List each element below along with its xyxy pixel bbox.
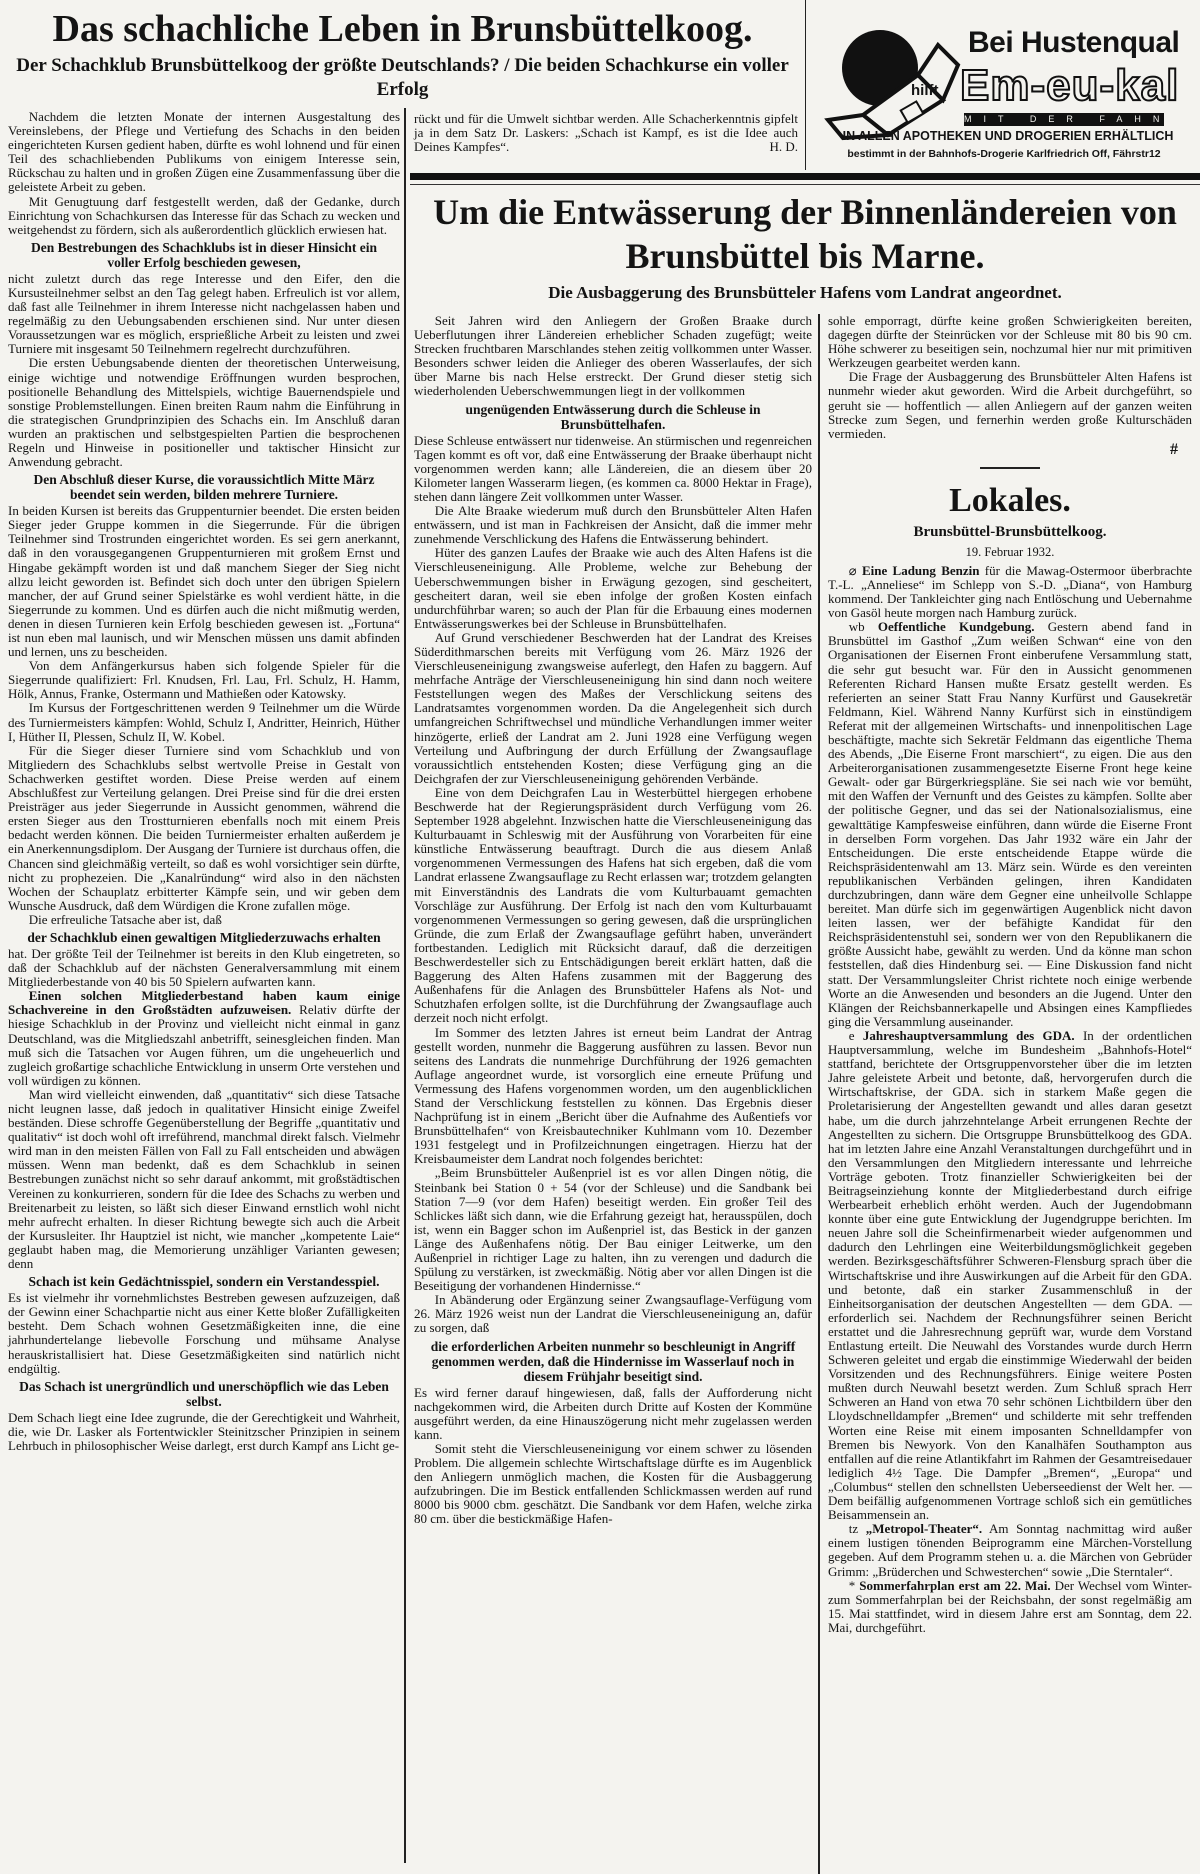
paragraph (414, 631, 812, 786)
paragraph-text: Die erfreuliche Tatsache aber ist, daß (28, 911, 222, 927)
paragraph-text: Das Schach ist unergründlich und unerschöpflich wie das Leben selbst. (19, 1378, 389, 1409)
news-item-heading: Sommerfahrplan erst am 22. Mai. (859, 1577, 1051, 1593)
news-item-heading: „Metropol-Theater“. (865, 1521, 983, 1537)
news-item-heading: Jahreshauptversammlung des GDA. (862, 1027, 1075, 1043)
paragraph (8, 1088, 400, 1271)
paragraph-text: Seit Jahren wird den Anliegern der Großen Braake durch Ueberflutungen ihrer Ländereien erheblicher Schaden zugefügt; weite Strecken fruchtbaren Marschlandes stehen zeitig vollkommen unter Wasser. Besonders schwer leiden die Anlieger des oberen Wasserlaufes, der sich über Marne bis nach Helse erstreckt. Der Grund dieser stetig sich wiederholenden Ueberschwemmungen liegt in der vollkommen (414, 313, 812, 399)
subheading (14, 1379, 394, 1409)
paragraph-text: Im Kursus der Fortgeschrittenen werden 9 Teilnehmer um die Würde des Turniermeisters kämpfen: Wohld, Schulz I, Andritter, Heinrich, Hüther I, Hüther II, Plessen, Schulz II, W. Kobel. (8, 700, 400, 744)
paragraph (8, 195, 400, 237)
paragraph (414, 1293, 812, 1335)
subheading (420, 402, 806, 432)
paragraph (8, 744, 400, 913)
author-signature: H. D. (769, 139, 798, 155)
paragraph-text: Die Alte Braake wiederum muß durch den Brunsbütteler Alten Hafen entwässern, und ist man in Fachkreisen der Ansicht, daß die immer mehr zunehmende Verschlickung des Hafens die Entwässerung behindert. (414, 503, 812, 547)
paragraph-text: Hüter des ganzen Laufes der Braake wie auch des Alten Hafens ist die Vierschleuseneinigung. Alle Probleme, welche zur Behebung der Ueberschwemmungen bisher in Erwägung gezogen, sind gescheitert, gescheitert daran, weil sie eben infolge der großen Kosten einfach undurchführbar waren; so auch der Plan für die Erbauung eines modernen Entwässerungswerkes bei der Schleuse in Brunsbüttelhafen. (414, 545, 812, 631)
ad-tagline: Bei Hustenqual (968, 26, 1180, 59)
subheading (14, 472, 394, 502)
paragraph-text: In beiden Kursen ist bereits das Gruppenturnier beendet. Die ersten beiden Sieger jeder Gruppe kommen in die Siegerrunde. Für die übrigen Teilnehmer sind Trostrunden eingerichtet worden. Es sei gern anerkannt, daß in den vorausgegangenen Gruppenturnieren mit großem Ernst und Hingabe gekämpft worden ist und daß manchem Sieger der Sieg nicht allzu leicht geworden ist. Befindet sich doch unter den übrigen Spielern mancher, der auf Grund seiner Spielstärke es wohl verdient hätte, in die Siegerrunde zu kommen. Und es dürfen auch die nicht mißmutig werden, denen in diesen Turnieren kein Erfolg beschieden gewesen ist. „Fortuna“ ist nun eben mal launisch, und wir Menschen müssen uns damit abfinden und lernen, uns zu bescheiden. (8, 503, 400, 660)
news-item-tag: ⌀ (848, 562, 862, 578)
paragraph-text: hat. Der größte Teil der Teilnehmer ist bereits in den Klub eingetreten, so daß der Schachklub auf der nächsten Generalversammlung mit einem Mitgliederbestande von 40 bis 50 Spielern aufwarten kann. (8, 945, 400, 990)
paragraph (828, 370, 1192, 440)
subheading (14, 1274, 394, 1289)
paragraph (8, 947, 400, 989)
lokales-subtitle: Brunsbüttel-Brunsbüttelkoog. (913, 523, 1107, 540)
lokales-items (828, 564, 1192, 1635)
subheading (14, 240, 394, 270)
paragraph-text: Von dem Anfängerkursus haben sich folgende Spieler für die Siegerrunde qualifiziert: Frl. Knudsen, Frl. Lau, Frl. Schulz, H. Hamm, Hölk, Annus, Franke, Ostermann und Mathießen oder Katowsky. (8, 658, 400, 702)
paragraph-text: Den Bestrebungen des Schachklubs ist in dieser Hinsicht ein voller Erfolg beschieden gewesen, (30, 239, 378, 270)
paragraph-text: Dem Schach liegt eine Idee zugrunde, die der Gerechtigkeit und Wahrheit, die, wie Dr. Lasker als Fortentwickler Steinitzscher Prinzipien in seinem Lehrbuch in philosophischer Weise darlegt, erst durch Kampf ans Licht ge- (8, 1409, 400, 1453)
paragraph-text: Für die Sieger dieser Turniere sind vom Schachklub und von Mitgliedern des Schachklubs selbst wertvolle Preise in Gestalt von Schachwerken gestiftet worden. Diese Preise werden auf einem Abschlußfest zur Verteilung gelangen. Drei Preise sind für die drei ersten Preisträger aus jeder Siegerrunde in Aussicht genommen, während die ersten Sieger aus den Trostturnieren ebenfalls noch mit einem Preis bedacht werden können. Die beiden Turniermeister erhalten außerdem je ein Anerkennungsdiplom. Der Ausgang der Turniere ist durchaus offen, die Chancen sind gleichmäßig verteilt, so daß es wohl vorsichtiger sein dürfte, nicht zu prophezeien. Die „Kanalründung“ wird also in den nächsten Wochen der Schauplatz erbitterter Kämpfe sein, und wir geben dem Wunsche Ausdruck, daß dem Würdigen die Krone zufallen möge. (8, 742, 400, 913)
news-item-tag: wb (848, 619, 878, 635)
paragraph (8, 1411, 400, 1453)
paragraph (8, 110, 400, 195)
drainage-article-body (410, 314, 818, 1527)
drainage-article-subheadline: Die Ausbaggerung des Brunsbütteler Hafens vom Landrat angeordnet. (548, 283, 1062, 302)
paragraph (414, 1026, 812, 1167)
lokales-title: Lokales. (949, 481, 1071, 519)
paragraph (8, 1291, 400, 1376)
paragraph-text: Man wird vielleicht einwenden, daß „quantitativ“ sich diese Tatsache nicht leugnen lasse, daß jedoch in qualitativer Hinsicht einige Zweifel beständen. Diese schroffe Gegenüberstellung der Begriffe „quantitativ und qualitativ“ ist doch wohl oft irreführend, manchmal direkt falsch. Vielmehr wird man in den meisten Fällen von Fall zu Fall entscheiden und abwägen müssen. Wenn man bedenkt, daß es dem Schachklub in seinen Bestrebungen zunächst nicht so sehr darauf ankommt, mit großstädtischen Vereinen zu konkurrieren, sondern für die Idee des Schachs zu werben und Breitenarbeit zu leisten, so läßt sich dieser Einwand ernstlich wohl nicht mehr aufrecht erhalten. In dieser Richtung bewegte sich auch die Arbeit der Kursusleiter. Ihr Hauptziel ist nicht, wie mancher „kompetente Laie“ geglaubt haben mag, die Memorierung unzähliger Varianten gewesen; denn (8, 1086, 400, 1272)
paragraph-text: Nachdem die letzten Monate der internen Ausgestaltung des Vereinslebens, der Pflege und Vertiefung des Schachs in den beiden eingerichteten Kursen gedient haben, dürfte es wohl lohnend und für einen Teil des schachliebenden Publikums von einigem Interesse sein, Rückschau zu halten und in großen Zügen eine Zusammenfassung über die geleistete Arbeit zu geben. (8, 109, 400, 195)
paragraph-text: die erforderlichen Arbeiten nunmehr so beschleunigt in Angriff genommen werden, daß die Hindernisse im Wasserlauf noch in diesem Frühjahr beseitigt sind. (430, 1338, 796, 1384)
paragraph (414, 434, 812, 504)
paragraph (414, 1386, 812, 1442)
news-item-text: Am Sonntag nachmittag wird außer einem lustigen tönenden Beiprogramm eine Märchen-Vorstellung gegeben. Auf dem Programm stehen u. a. die Märchen von Gebrüder Grimm: „Brüderchen und Schwesterchen“ sowie „Die Sterntaler“. (828, 1521, 1192, 1579)
news-item-heading: Eine Ladung Benzin (861, 562, 980, 578)
column-divider (404, 108, 406, 1863)
chess-article-body (8, 110, 400, 1453)
paragraph-text: „Beim Brunsbütteler Außenpriel ist es vor allen Dingen nötig, die Steinbank bei Station 0 + 54 (vor der Schleuse) und die Sandbank bei Station 7—9 (vor dem Hafen) beseitigt werden. Ein großer Teil des Schlickes läßt sich dann, wie die Erfahrung gezeigt hat, herausspülen, doch ist, wenn ein Bagger schon im Außenpriel ist, das Bestick in der ganzen Länge des Außenhafens nötig. Der Bau einiger Leitwerke, um den Außenpriel in richtiger Lage zu halten, ihn zu verengen und dadurch die Spülung zu verstärken, ist zweckmäßig. Nötig aber vor allen Dingen ist die Beseitigung der vorhandenen Hindernisse.“ (414, 1165, 812, 1294)
paragraph-text: sohle emporragt, dürfte keine großen Schwierigkeiten bereiten, dagegen dürfte der Steinrücken vor der Schleuse mit 80 bis 90 cm. Höhe schwerer zu beseitigen sein, nochzumal hier nur mit primitiven Werkzeugen gearbeitet werden kann. (828, 313, 1192, 371)
column-divider (805, 0, 806, 170)
emeukal-advertisement (808, 0, 1200, 165)
paragraph-text: Diese Schleuse entwässert nur tidenweise. An stürmischen und regenreichen Tagen kommt es oft vor, daß eine Entwässerung der Braake überhaupt nicht vorgenommen werden kann; alle Ländereien, die an diesem über 20 Kilometer langen Wasserarm liegen, (es kommen ca. 8000 Hektar in Frage), stehen dann längere Zeit vollkommen unter Wasser. (414, 432, 812, 504)
news-item-text: Der Wechsel vom Winter- zum Sommerfahrplan bei der Reichsbahn, der sonst regelmäßig am 15. Mai stattfindet, wird in diesem Jahre erst am Sonntag, dem 22. Mai, durchgeführt. (828, 1577, 1193, 1635)
paragraph-text: ungenügenden Entwässerung durch die Schleuse in Brunsbüttelhafen. (465, 401, 761, 432)
paragraph-text: Schach ist kein Gedächtnisspiel, sondern ein Verstandesspiel. (28, 1274, 380, 1290)
paragraph-text: Die Frage der Ausbaggerung des Brunsbütteler Alten Hafens ist nunmehr wieder akut geworden. Wird die Arbeit durchgeführt, so geruht sie — hoffentlich — allen Anliegern auf der ganzen weiten Strecke zum Segen, und fernerhin werden große Kulturschäden vermieden. (828, 369, 1192, 441)
local-news-item (828, 1522, 1192, 1578)
local-news-item (828, 620, 1192, 1029)
chess-article-subheadline: Der Schachklub Brunsbüttelkoog der größte Deutschlands? / Die beiden Schachkurse ein voller Erfolg (16, 55, 789, 100)
paragraph (8, 356, 400, 469)
news-item-tag: tz (848, 1521, 866, 1537)
local-news-item (828, 564, 1192, 620)
chess-article-continuation (414, 112, 798, 154)
drainage-article-headline: Um die Entwässerung der Binnenländereien von Brunsbüttel bis Marne. (433, 192, 1177, 276)
lokales-date: 19. Februar 1932. (965, 544, 1055, 559)
paragraph (414, 314, 812, 399)
section-rule (410, 173, 1200, 180)
drainage-section (410, 190, 1200, 1874)
ad-availability: IN ALLEN APOTHEKEN UND DROGERIEN ERHÄLTLICH (842, 129, 1174, 143)
paragraph-text: In Abänderung oder Ergänzung seiner Zwangsauflage-Verfügung vom 26. März 1926 weist nun der Landrat die Vierschleuseneinigung an, dafür zu sorgen, daß (414, 1292, 812, 1336)
paragraph-text: Auf Grund verschiedener Beschwerden hat der Landrat des Kreises Süderdithmarschen bereits mit Verfügung vom 26. März 1926 der Vierschleuseneinigung zwangsweise auferlegt, den Hafen zu baggern. Auf mehrfache Anträge der Vierschleuseneinigung hin sind dann noch weitere Feststellungen wegen des Maßes der Verschlickung seitens des Landratsamtes vorgenommen worden. Da die Angelegenheit sich durch umfangreichen Schriftwechsel und mündliche Verhandlungen immer weiter hinzögerte, erließ der Landrat am 2. Juni 1928 eine Verfügung wegen Verteilung und Aufbringung der durch Erfüllung der Zwangsauflage voraussichtlich entstehenden Kosten; diese Verfügung ging an die Deichgrafen der zur Vierschleuseneinigung gehörenden Verbände. (414, 629, 812, 786)
subheading (14, 930, 394, 945)
paragraph-text: Es wird ferner darauf hingewiesen, daß, falls der Aufforderung nicht nachgekommen wird, die Arbeiten durch Dritte auf Kosten der Kommüne ausgeführt werden, da eine Hinauszögerung nicht mehr zugelassen werden kann. (414, 1384, 812, 1442)
section-rule (410, 184, 1200, 185)
news-item-heading: Oeffentliche Kundgebung. (877, 619, 1035, 635)
paragraph (828, 314, 1192, 370)
paragraph (8, 272, 400, 357)
ad-banner: MIT DER FAHNE (964, 114, 1190, 124)
ad-hilft: hilft (911, 82, 939, 99)
ad-brand-logo: Em-eu-kal (960, 61, 1180, 110)
right-column (818, 314, 1192, 1874)
paragraph-text: Mit Genugtuung darf festgestellt werden, daß der Gedanke, durch Einrichtung von Schachkursen das Interesse für das Schach zu wecken und weitgehendst zu fördern, sich als außerordentlich glücklich erwiesen hat. (8, 193, 400, 237)
chess-article-headline: Das schachliche Leben in Brunsbüttelkoog. (52, 8, 753, 50)
drainage-article-continuation (828, 314, 1192, 441)
paragraph (8, 659, 400, 701)
continuation-text: rückt und für die Umwelt sichtbar werden. Alle Schacherkenntnis gipfelt ja in dem Satz Dr. Laskers: „Schach ist Kampf, es ist die Idee auch Deines Kampfes“. (414, 111, 798, 155)
paragraph (8, 913, 400, 927)
paragraph-text: nicht zuletzt durch das rege Interesse und den Eifer, den die Kursusteilnehmer selbst an den Tag gelegt haben. Erfreulich ist vor allem, daß fast alle Teilnehmer in ihrem Interesse nicht nachgelassen haben und regelmäßig zu den Uebungsabenden erschienen sind. Nur unter diesen Voraussetzungen war es möglich, ersprießliche Arbeit zu leisten und zwei Turniere mit insgesamt 50 Teilnehmern regelrecht durchzuführen. (8, 270, 400, 357)
local-news-item (828, 1029, 1192, 1522)
news-item-text: Gestern abend fand in Brunsbüttel im Gasthof „Zum weißen Schwan“ eine von den Organisationen der Eisernen Front einberufene Versammlung statt, die sehr gut besucht war. Für den in Aussicht genommenen Referenten Richard Hansen mußte Ersatz gestellt werden. Es referierten an seiner Statt Frau Nanny Kurfürst und Gausekretär Feldmann, Kiel. Während Nanny Kurfürst sich in einstündigem Referat mit der allgemeinen Wirtschafts- und innenpolitischen Lage beschäftigte, machte sich Sekretär Feldmann das eigentliche Thema des Abends, „Die Eiserne Front marschiert“, zu eigen. Die aus den Arbeiterorganisationen zusammengesetzte Eiserne Front hege keine Gewalt- oder gar Bürgerkriegspläne. Sie sei nach wie vor bemüht, mit den Waffen der Vernunft und des Geistes zu kämpfen. Sollte aber der politische Gegner, und das sei der Nationalsozialismus, eine gewalttätige Kampfesweise einführen, dann würde die Eiserne Front in derselben Form vorgehen. Das Jahr 1932 wäre ein Jahr der Entscheidungen. Die erste entscheidende Etappe würde die Reichspräsidentenwahl am 13. März sein. Würde es den vereinten republikanischen Verbänden gelingen, ihren Kandidaten durchzubringen, dann wäre dem Gegner eine unheilvolle Schlappe bereitet. Man dürfe sich im gegenwärtigen Augenblick nicht davon leiten lassen, wer der befähigte Kandidat für den Reichspräsidentenstuhl sei, sondern wer von den Republikanern die größte Aussicht habe, gewählt zu werden. Und da könne man schon feststellen, daß dies Hindenburg sei. — Eine Diskussion fand nicht statt. Der Versammlungsleiter Christ richtete noch einige werbende Worte an die Anwesenden und besonders an die Jugend. Unter den Klängen der Reichsbannerkapelle und Absingen eines Kampfliedes ging die Versammlung auseinander. (828, 619, 1193, 1029)
paragraph-text: Es ist vielmehr ihr vornehmlichstes Bestreben gewesen aufzuzeigen, daß der Gewinn einer Schachpartie nicht aus einer Kette bloßer Zufälligkeiten besteht. Dem Schach wohnen Gesetzmäßigkeiten inne, die eine jahrhundertelange liebevolle Forschung und mühsame Analyse herauskristallisiert hat. Diese Gesetzmäßigkeiten sind natürlich nicht endgültig. (8, 1290, 400, 1376)
separator-rule (980, 467, 1040, 469)
paragraph (414, 504, 812, 546)
paragraph-text: Im Sommer des letzten Jahres ist erneut beim Landrat der Antrag gestellt worden, nunmehr die Baggerung ausführen zu lassen. Bevor nun seitens des Landrats die nunmehrige Durchführung der 1926 gemachten Auflage angeordnet wurde, ist vorsorglich eine erneute Prüfung und Vermessung des Hafens vorgenommen worden, um den augenblicklichen Stand der Verschlickung feststellen zu können. Das Ergebnis dieser Nachprüfung ist in einem „Bericht über die Aufnahme des Außentiefs vor Brunsbüttelhafen“ von Kreisbautechniker Kuhlmann vom 10. Dezember 1931 festgelegt und in Profilzeichnungen eingetragen. Hierzu hat der Kreisbaumeister dem Landrat noch folgendes berichtet: (414, 1024, 812, 1167)
news-item-text: In der ordentlichen Hauptversammlung, welche im Bundesheim „Bahnhofs-Hotel“ stattfand, berichtete der Ortsgruppenvorsteher über die im letzten Jahre geleistete Arbeit und betonte, daß, hervorgerufen durch die Wirtschaftskrise, der GDA. sich in starkem Maße gegen die Proletarisierung der Angestellten gewandt und alles daran gesetzt habe, um die durch jahrzehntelange Arbeit errungenen Rechte der Angestellten zu sichern. Die Ortsgruppe Brunsbüttelkoog des GDA. hat im letzten Jahre eine Anzahl Veranstaltungen durchgeführt und in den Versammlungen den Mitgliedern interessante und lehrreiche Vorträge geboten. Trotz finanzieller Schwierigkeiten bei der Beitragseinziehung konnte der Mitgliederbestand durch eifrige Werbearbeit erheblich erhöht werden. Auch der Jugendobmann konnte über eine gute Entwicklung der Jugendgruppe berichten. Im neuen Jahre soll die Scheinfirmenarbeit wieder aufgenommen und dadurch den Lehrlingen eine Weiterbildungsmöglichkeit gegeben werden. Bezirksgeschäftsführer Schweren-Flensburg sprach über die Wirtschaftskrise und ihre Auswirkungen auf die Arbeit für den GDA. und betonte, daß ein starker Zusammenschluß in der Einheitsorganisation der deutschen Angestellten — dem GDA. — erforderlich sei. Nachdem der Rechnungsführer seinen Bericht erstattet und die Jahresrechnung geprüft war, wurde dem Vorstand Entlastung erteilt. Die Neuwahl des Vorstandes wurde durch Herrn Schweren geleitet und ergab die einstimmige Wiederwahl der beiden Vorsitzenden und des Rechnungsführers. Einige weitere Posten mußten durch Neuwahl besetzt werden. Zum Schluß sprach Herr Schweren an Hand von etwa 70 sehr schönen Lichtbildern über den Lloydschnelldampfer „Bremen“ und schilderte mit sehr treffenden Worten eine Reise mit einem imposanten Schnelldampfer von Bremen bis Newyork. Von den Kanalhäfen Southampton aus entfallen auf die reine Atlantikfahrt im Rahmen der Gesamtreisedauer lediglich 4½ Tage. Die Dampfer „Bremen“, „Europa“ und „Columbus“ stellen den schnellsten Ueberseedienst der Welt her. — Dem beifällig aufgenommenen Vortrage schloß sich ein gemütliches Beisammensein an. (828, 1027, 1192, 1523)
subheading (420, 1339, 806, 1384)
paragraph (8, 989, 400, 1088)
paragraph-text: Somit steht die Vierschleuseneinigung vor einem schwer zu lösenden Problem. Die allgemein schlechte Wirtschaftslage dürfte es im Augenblick den Anliegern unmöglich machen, die Kosten für die Ausbaggerung aufzubringen. Die im Bestick entfallenden Schlickmassen werden auf rund 8000 bis 9000 cbm. geschätzt. Die Sandbank vor dem Hafen, welche zirka 80 cm. über die bestickmäßige Hafen- (414, 1440, 812, 1527)
paragraph-lead: Einen solchen Mitgliederbestand haben kaum einige Schachvereine in den Großstädten aufzuweisen. (8, 988, 400, 1018)
paragraph-text: der Schachklub einen gewaltigen Mitgliederzuwachs erhalten (27, 929, 381, 945)
paragraph (8, 504, 400, 659)
paragraph (414, 786, 812, 1026)
paragraph-text: Eine von dem Deichgrafen Lau in Westerbüttel hiergegen erhobene Beschwerde hat der Regierungspräsident durch Verfügung vom 26. September 1928 abgelehnt. Inzwischen hatte die Vierschleuseneinigung das Kulturbauamt in Schleswig mit der Ausführung von Vorarbeiten für eine künstliche Entwässerung beauftragt. Durch die aus diesem Anlaß vorgenommenen Vermessungen des Hafens hat sich ergeben, daß die vom Landrat erlassene Zwangsauflage zu Recht erlassen war; trotzdem gelangten mit Einverständnis des Landrats die vom Kulturbauamt gemachten Vorschläge zur Ausführung. Der Erfolg ist nach den vom Kulturbauamt vorgenommenen Vermessungen so gering gewesen, daß die ursprünglichen Gründe, die zum Erlaß der Zwangsauflage geführt haben, unverändert fortbestanden. Lediglich mit Rücksicht darauf, daß die derzeitigen Beschwerdesteller sich zu Entschädigungen bereit erklärt hatten, daß die Baggerung des Alten Hafens zusammen mit der Baggerung des Außenhafens für die Anlagen des Brunsbütteler Hafens als Not- und Schutzhafen erfolgen sollte, ist die Durchführung der Zwangsauflage auch derzeit noch nicht erfolgt. (414, 784, 812, 1026)
local-news-item (828, 1579, 1192, 1635)
paragraph-text: Die ersten Uebungsabende dienten der theoretischen Unterweisung, einige wichtige und notwendige Eröffnungen wurden besprochen, positionelle Behandlung des Mittelspiels, wichtige Bauernendspiele und sonstige Problemstellungen. Einen breiten Raum nahm die Einführung in die strategischen Grundprinzipien des Schachs ein. Im Anschluß daran wurden an praktischen und selbstgespielten Partien die besprochenen Regeln und Hinweise in positioneller und taktischer Hinsicht zur Anwendung gebracht. (8, 355, 400, 470)
paragraph-text: Den Abschluß dieser Kurse, die voraussichtlich Mitte März beendet sein werden, bilden mehrere Turniere. (33, 472, 375, 503)
paragraph (8, 701, 400, 743)
paragraph (414, 546, 812, 631)
paragraph-text: Relativ dürfte der hiesige Schachklub in der Provinz und vielleicht nicht einmal in ganz Deutschland, was die Mitgliedszahl anbetrifft, seinesgleichen finden. Man muß sich die Tatsachen vor Augen führen, um die ungeheuerlich und zugleich großartige schachliche Entwicklung in unserm Orte verstehen und voll würdigen zu können. (8, 1002, 401, 1088)
ad-shop-address: bestimmt in der Bahnhofs-Drogerie Karlfriedrich Off, Fährstr12 (847, 148, 1161, 160)
news-item-tag: * (848, 1577, 860, 1593)
end-mark: # (1170, 440, 1178, 458)
news-item-text: für die Mawag-Ostermoor überbrachte T.-L. „Anneliese“ im Schlepp von S.-D. „Diana“, von Hamburg kommend. Der Tankleichter ging nach Entlöschung und Uebernahme von Gasöl heute morgen nach Hamburg zurück. (828, 562, 1193, 621)
paragraph (414, 1442, 812, 1527)
news-item-tag: e (848, 1027, 863, 1043)
paragraph (414, 1166, 812, 1293)
